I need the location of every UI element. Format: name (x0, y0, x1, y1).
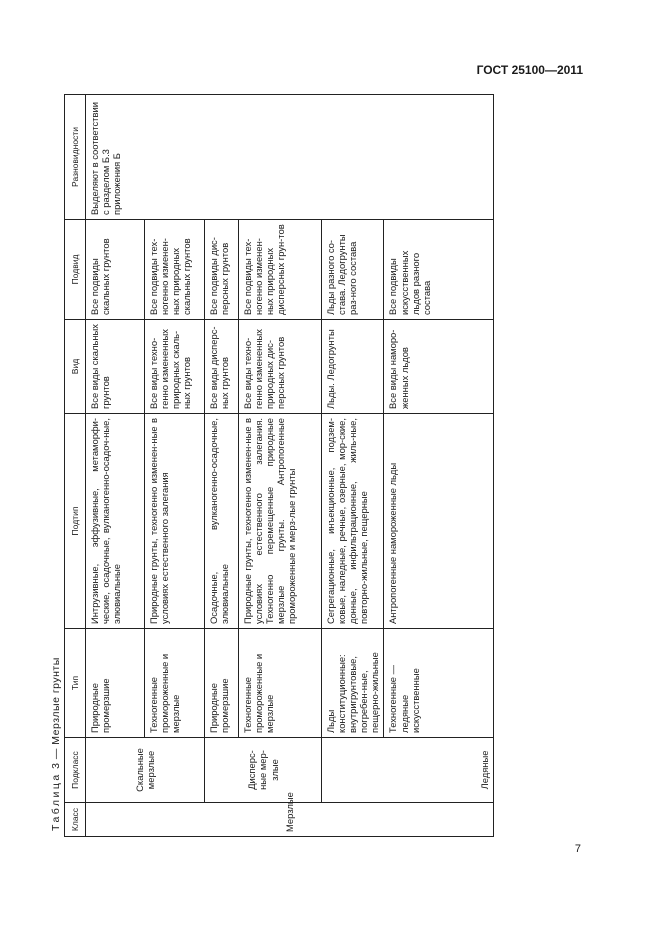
kind-cell: Все виды техно-генно измененных природных дис-персных грунтов (239, 320, 322, 414)
subtype-cell: Природные грунты, техногенно изменен-ные в условиях естественного залегания (145, 414, 205, 629)
kind-cell: Все виды дисперс-ных грунтов (205, 320, 239, 414)
subclass-cell: Скальные мерзлые (86, 738, 205, 803)
col-header-type: Тип (65, 629, 86, 738)
type-cell: Техногенные промороженные и мерзлые (239, 629, 322, 738)
table-row (86, 95, 145, 837)
subtype-cell: Сегрегационные, инъекционные, подзем-ковые, наледные, речные, озерные, мор-ские, донные, инфильтрационные, жиль-ные, повторно-жильные, пещерные (322, 414, 384, 629)
subclass-cell: Ледяные (322, 738, 494, 803)
rotated-table-block (48, 95, 494, 837)
type-cell: Природные промерзшие (205, 629, 239, 738)
kind-cell: Все виды наморо-женных льдов (384, 320, 494, 414)
class-cell: Мерзлые (86, 803, 494, 837)
kind-cell: Все виды техно-генно измененных природных скаль-ных грунтов (145, 320, 205, 414)
type-cell: Техногенные промороженные и мерзлые (145, 629, 205, 738)
subkind-cell: Льды разного со-става. Ледогрунты раз-ного состава (322, 220, 384, 320)
kind-cell: Льды. Ледогрунты (322, 320, 384, 414)
subclass-cell: Дисперс-ные мер-злые (205, 738, 322, 803)
caption-number: 3 (50, 762, 62, 769)
caption-prefix: Таблица (50, 772, 62, 831)
standard-header: ГОСТ 25100—2011 (476, 63, 583, 77)
table-caption (50, 657, 62, 831)
kind-cell: Все виды скальных грунтов (86, 320, 145, 414)
subkind-cell: Все подвиды дис-персных грунтов (205, 220, 239, 320)
col-header-kind: Вид (65, 320, 86, 414)
col-header-class: Класс (65, 803, 86, 837)
caption-title: — Мерзлые грунты (50, 657, 62, 760)
col-header-subclass: Подкласс (65, 738, 86, 803)
col-header-subkind: Подвид (65, 220, 86, 320)
subkind-cell: Все подвиды тех-ногенно изменен-ных природных скальных грунтов (145, 220, 205, 320)
type-cell: Техногенные — ледяные искусственные (384, 629, 494, 738)
frozen-soils-table (64, 94, 494, 837)
subtype-cell: Природные грунты, техногенно изменен-ные в условиях естественного залегания. Техногенно перемещенные природные мерзлые грунты. Антропогенные промороженные и мерз-лые грунты (239, 414, 322, 629)
type-cell: Льды конституционные: внутригрунтовые, погребен-ные, пещерно-жильные (322, 629, 384, 738)
table-header-row (65, 95, 86, 837)
subkind-cell: Все подвиды тех-ногенно изменен-ных природных дисперсных грун-тов (239, 220, 322, 320)
variety-cell: Выделяют в соответствии с разделом Б.3 приложения Б (86, 95, 494, 220)
subkind-cell: Все подвиды искусственных льдов разного состава (384, 220, 494, 320)
subtype-cell: Антропогенные намороженные льды (384, 414, 494, 629)
type-cell: Природные промерзшие (86, 629, 145, 738)
col-header-variety: Разновидности (65, 95, 86, 220)
subkind-cell: Все подвиды скальных грунтов (86, 220, 145, 320)
page-number: 7 (574, 843, 581, 855)
subtype-cell: Осадочные, вулканогенно-осадочные, элювиальные (205, 414, 239, 629)
col-header-subtype: Подтип (65, 414, 86, 629)
subtype-cell: Интрузивные, эффузивные, метаморфи-ческие, осадочные, вулканогенно-осадоч-ные, элювиальные (86, 414, 145, 629)
